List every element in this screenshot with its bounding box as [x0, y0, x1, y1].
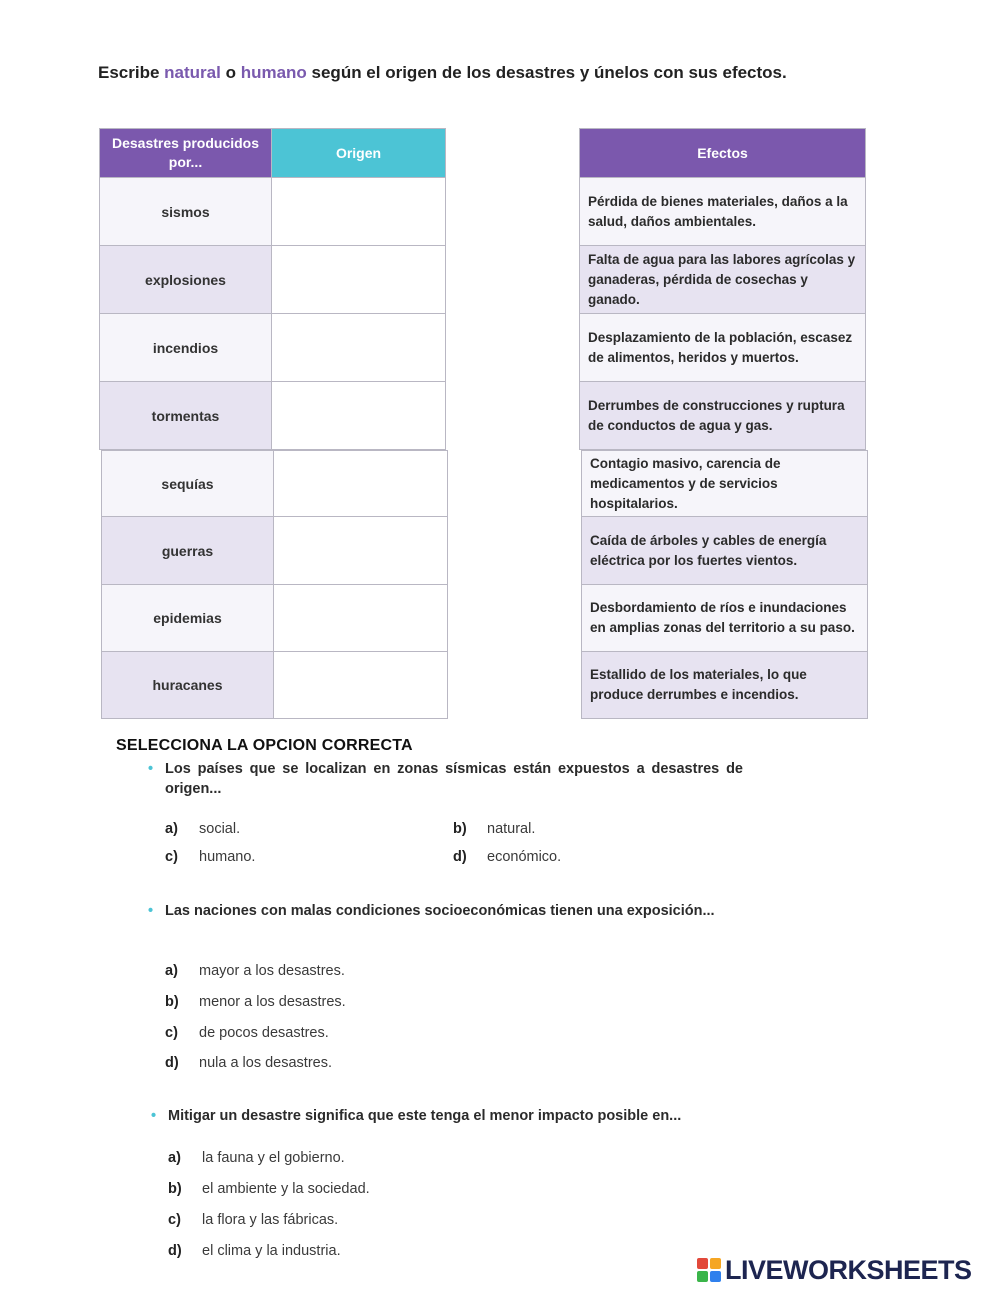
question-2-option-d[interactable]: d) nula a los desastres. — [165, 1055, 332, 1071]
origin-answer-cell[interactable] — [274, 517, 448, 585]
question-1-option-c[interactable]: c) humano. — [165, 849, 256, 865]
section-title: SELECCIONA LA OPCION CORRECTA — [116, 737, 413, 754]
instruction-text: Escribe natural o humano según el origen de los desastres y únelos con sus efectos. — [98, 63, 787, 82]
header-disasters: Desastres producidos por... — [100, 129, 272, 178]
question-3-option-c[interactable]: c) la flora y las fábricas. — [168, 1212, 339, 1228]
logo-text: LIVEWORKSHEETS — [725, 1254, 972, 1285]
liveworksheets-logo — [697, 1253, 972, 1287]
effect-item[interactable]: Caída de árboles y cables de energía eléctrica por los fuertes vientos. — [582, 517, 868, 585]
disaster-name: epidemias — [102, 585, 274, 652]
question-3-option-b[interactable]: b) el ambiente y la sociedad. — [168, 1181, 370, 1197]
question-1-option-a[interactable]: a) social. — [165, 821, 241, 837]
origin-answer-cell[interactable] — [274, 585, 448, 652]
question-3-option-d[interactable]: d) el clima y la industria. — [168, 1243, 341, 1259]
question-1-stem: • Los países que se localizan en zonas sísmicas están expuestos a desastres de origen... — [148, 761, 743, 797]
effect-item[interactable]: Estallido de los materiales, lo que produce derrumbes e incendios. — [582, 652, 868, 719]
disasters-table-bottom — [101, 450, 448, 719]
disaster-name: sequías — [102, 451, 274, 517]
question-2-option-a[interactable]: a) mayor a los desastres. — [165, 963, 345, 979]
question-1-option-b[interactable]: b) natural. — [453, 821, 536, 837]
effects-table-bottom — [581, 450, 868, 719]
origin-answer-cell[interactable] — [274, 652, 448, 719]
question-3-option-a[interactable]: a) la fauna y el gobierno. — [168, 1150, 345, 1166]
word-humano: humano — [240, 63, 307, 82]
header-origin: Origen — [272, 129, 446, 178]
disaster-name: tormentas — [100, 382, 272, 450]
liveworksheets-logo-icon — [697, 1258, 721, 1282]
origin-answer-cell[interactable] — [272, 382, 446, 450]
question-2-option-b[interactable]: b) menor a los desastres. — [165, 994, 346, 1010]
origin-answer-cell[interactable] — [274, 451, 448, 517]
header-effects: Efectos — [580, 129, 866, 178]
effect-item[interactable]: Desbordamiento de ríos e inundaciones en amplias zonas del territorio a su paso. — [582, 585, 868, 652]
disaster-name: guerras — [102, 517, 274, 585]
question-2-stem: • Las naciones con malas condiciones socioeconómicas tienen una exposición... — [148, 903, 715, 919]
disaster-name: explosiones — [100, 246, 272, 314]
disaster-name: sismos — [100, 178, 272, 246]
effect-item[interactable]: Desplazamiento de la población, escasez de alimentos, heridos y muertos. — [580, 314, 866, 382]
effect-item[interactable]: Contagio masivo, carencia de medicamentos y de servicios hospitalarios. — [582, 451, 868, 517]
disasters-table-top — [99, 128, 446, 450]
effect-item[interactable]: Falta de agua para las labores agrícolas y ganaderas, pérdida de cosechas y ganado. — [580, 246, 866, 314]
effects-table-top — [579, 128, 866, 450]
origin-answer-cell[interactable] — [272, 314, 446, 382]
word-natural: natural — [164, 63, 221, 82]
bullet-icon: • — [151, 1108, 157, 1124]
effect-item[interactable]: Pérdida de bienes materiales, daños a la salud, daños ambientales. — [580, 178, 866, 246]
effect-item[interactable]: Derrumbes de construcciones y ruptura de conductos de agua y gas. — [580, 382, 866, 450]
bullet-icon: • — [148, 903, 154, 919]
disaster-name: incendios — [100, 314, 272, 382]
question-2-option-c[interactable]: c) de pocos desastres. — [165, 1025, 329, 1041]
disaster-name: huracanes — [102, 652, 274, 719]
bullet-icon: • — [148, 761, 154, 777]
origin-answer-cell[interactable] — [272, 178, 446, 246]
question-3-stem: • Mitigar un desastre significa que este tenga el menor impacto posible en... — [151, 1108, 682, 1124]
origin-answer-cell[interactable] — [272, 246, 446, 314]
question-1-option-d[interactable]: d) económico. — [453, 849, 562, 865]
